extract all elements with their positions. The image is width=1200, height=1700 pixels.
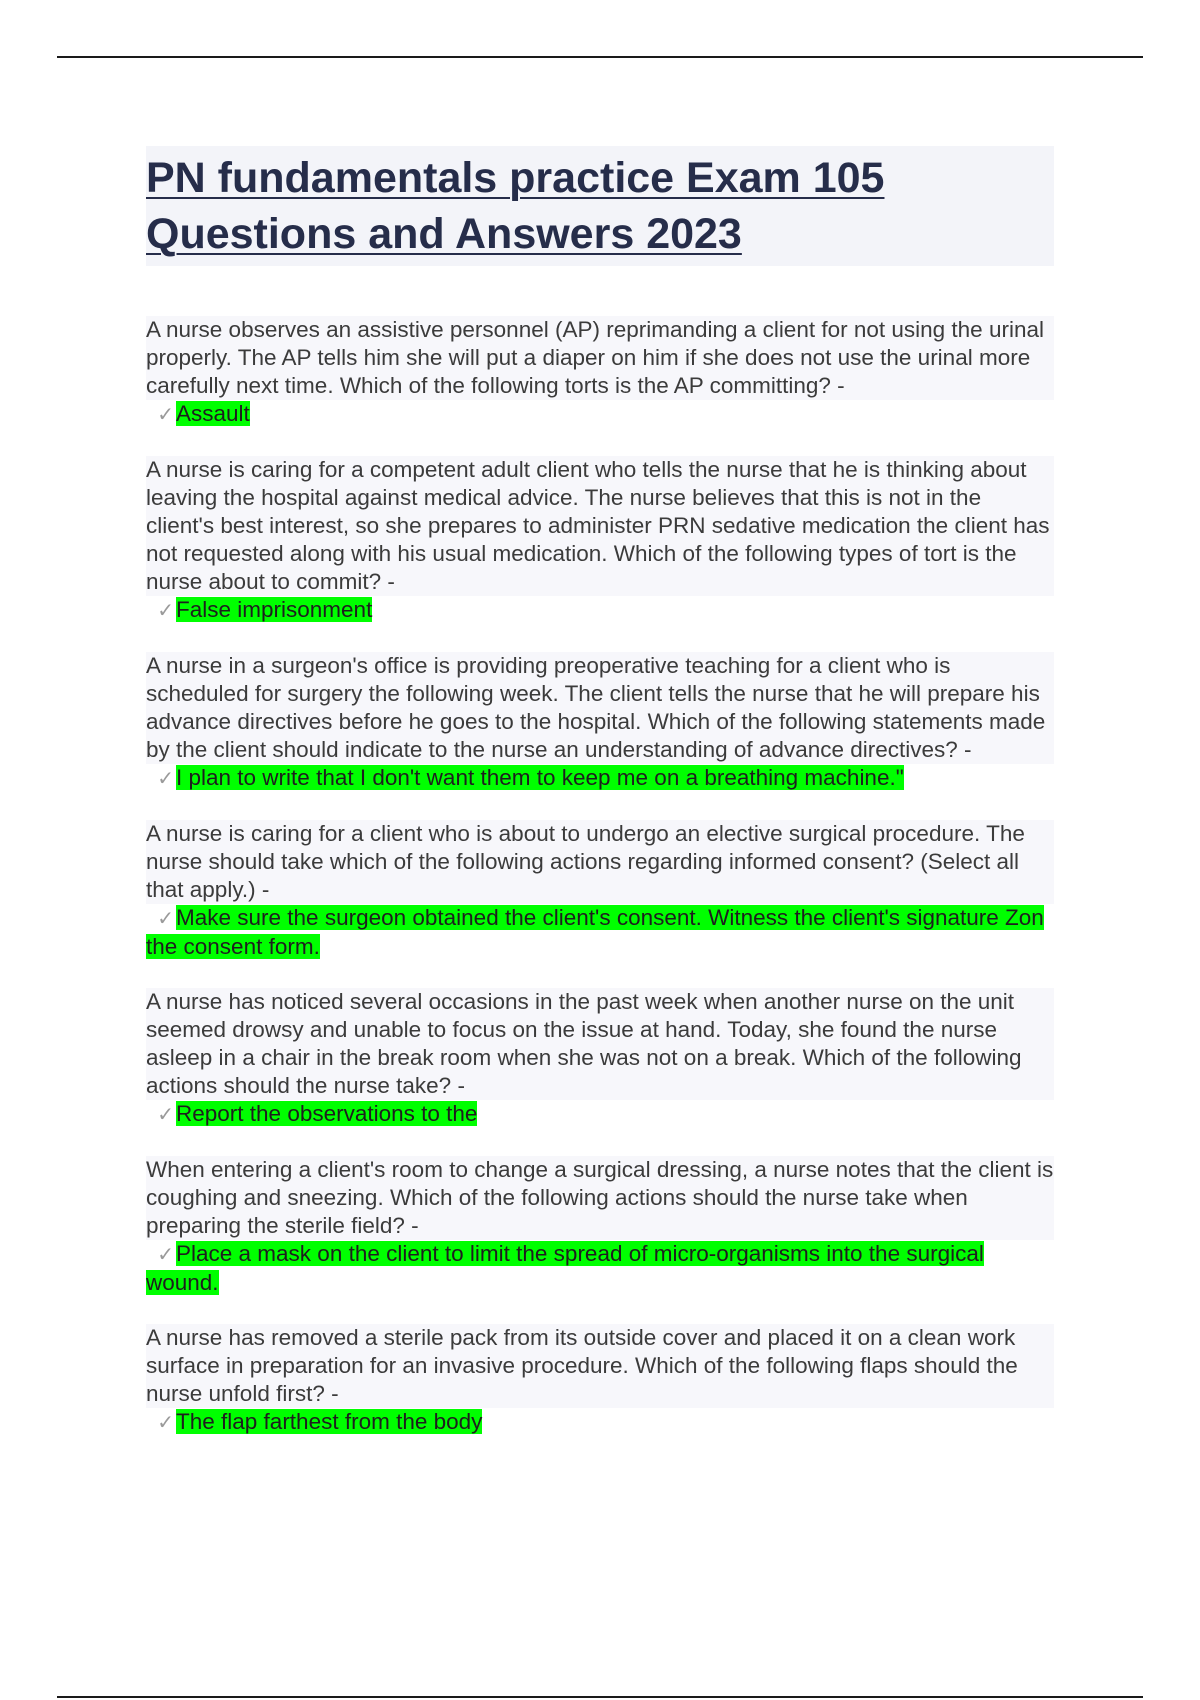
answer-text: I plan to write that I don't want them to keep me on a breathing machine."	[176, 765, 904, 790]
check-icon: ✓	[157, 1412, 174, 1434]
answer-line	[146, 1240, 1054, 1297]
answer-text: The flap farthest from the body	[176, 1409, 483, 1434]
qa-item	[146, 652, 1054, 793]
check-icon: ✓	[157, 908, 174, 930]
document-title: PN fundamentals practice Exam 105 Questions and Answers 2023	[146, 154, 885, 258]
qa-item	[146, 316, 1054, 429]
check-icon: ✓	[157, 600, 174, 622]
check-icon: ✓	[157, 1104, 174, 1126]
answer-text: Make sure the surgeon obtained the client's consent. Witness the client's signature Zon the consent form.	[146, 905, 1044, 959]
document-body	[146, 146, 1054, 1464]
answer-line	[146, 400, 1054, 429]
question-text: A nurse observes an assistive personnel (AP) reprimanding a client for not using the urinal properly. The AP tells him she will put a diaper on him if she does not use the urinal more carefully next time. Which of the following torts is the AP committing? -	[146, 316, 1054, 400]
check-icon: ✓	[157, 768, 174, 790]
qa-item	[146, 988, 1054, 1129]
bottom-rule	[57, 1696, 1143, 1698]
qa-item	[146, 456, 1054, 625]
answer-text: False imprisonment	[176, 597, 373, 622]
answer-line	[146, 904, 1054, 961]
answer-text: Place a mask on the client to limit the spread of micro-organisms into the surgical wound.	[146, 1241, 984, 1295]
check-icon: ✓	[157, 404, 174, 426]
question-text: When entering a client's room to change a surgical dressing, a nurse notes that the client is coughing and sneezing. Which of the following actions should the nurse take when preparing the sterile field? -	[146, 1157, 1054, 1238]
question-text: A nurse is caring for a competent adult client who tells the nurse that he is thinking about leaving the hospital against medical advice. The nurse believes that this is not in the client's best interest, so she prepares to administer PRN sedative medication the client has not requested along with his usual medication. Which of the following types of tort is the nurse about to commit? -	[146, 456, 1054, 596]
top-rule	[57, 56, 1143, 58]
check-icon: ✓	[157, 1244, 174, 1266]
question-text: A nurse has noticed several occasions in the past week when another nurse on the unit seemed drowsy and unable to focus on the issue at hand. Today, she found the nurse asleep in a chair in the break room when she was not on a break. Which of the following actions should the nurse take? -	[146, 988, 1054, 1100]
question-text: A nurse in a surgeon's office is providing preoperative teaching for a client who is scheduled for surgery the following week. The client tells the nurse that he will prepare his advance directives before he goes to the hospital. Which of the following statements made by the client should indicate to the nurse an understanding of advance directives? -	[146, 652, 1054, 764]
qa-list	[146, 316, 1054, 1437]
answer-line	[146, 1100, 1054, 1129]
answer-text: Assault	[176, 401, 250, 426]
answer-line	[146, 596, 1054, 625]
answer-line	[146, 1408, 1054, 1437]
qa-item	[146, 1156, 1054, 1297]
question-text: A nurse has removed a sterile pack from its outside cover and placed it on a clean work surface in preparation for an invasive procedure. Which of the following flaps should the nurse unfold first? -	[146, 1324, 1054, 1408]
qa-item	[146, 820, 1054, 961]
title-block	[146, 146, 1054, 266]
answer-text: Report the observations to the	[176, 1101, 478, 1126]
question-text: A nurse is caring for a client who is about to undergo an elective surgical procedure. The nurse should take which of the following actions regarding informed consent? (Select all that apply.) -	[146, 820, 1054, 904]
qa-item	[146, 1324, 1054, 1437]
answer-line	[146, 764, 1054, 793]
